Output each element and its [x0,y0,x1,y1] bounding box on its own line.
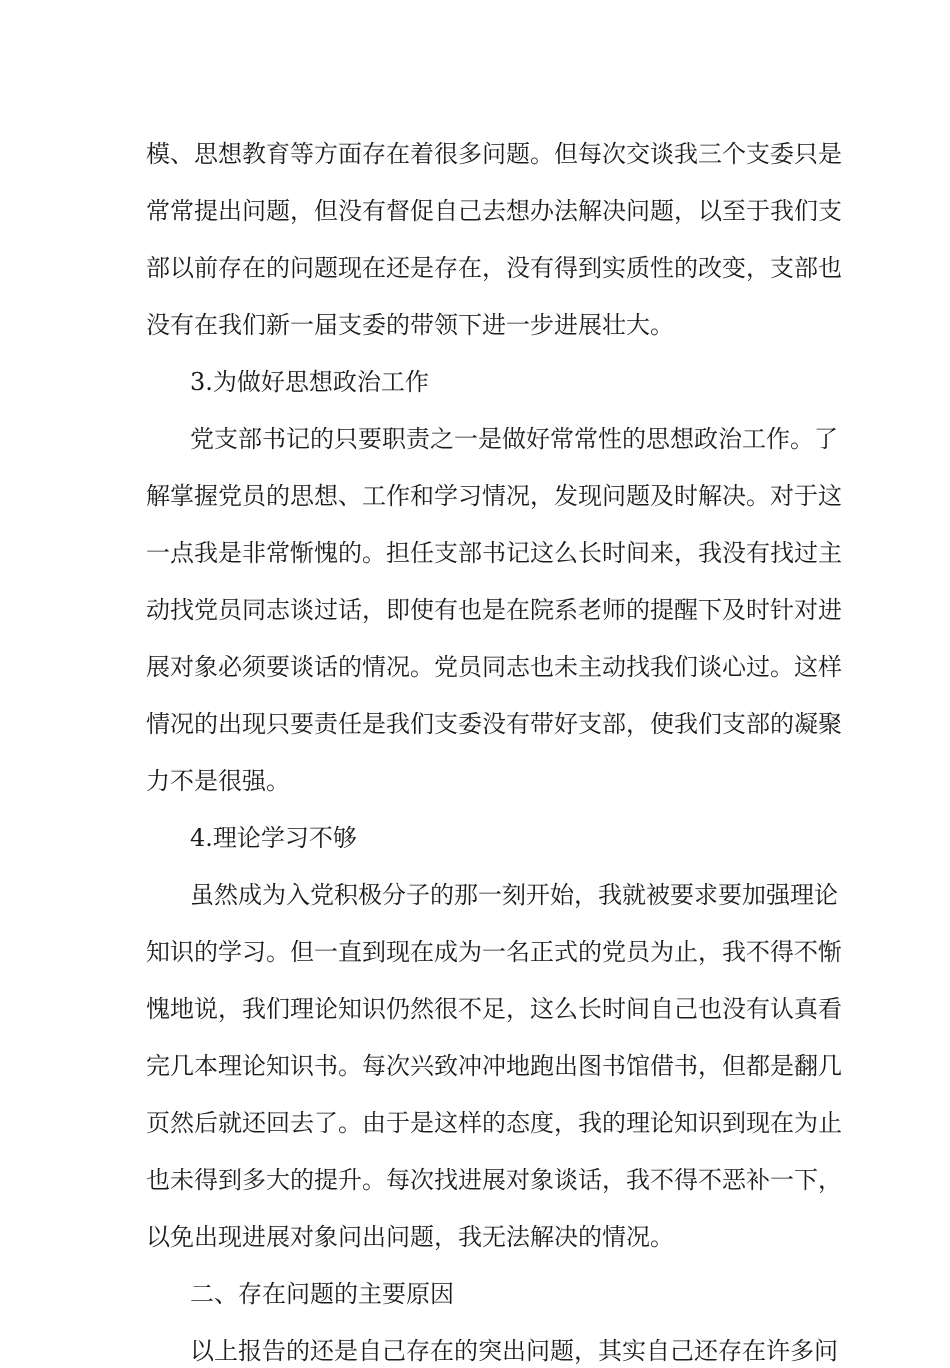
text-line: 展对象必须要谈话的情况。党员同志也未主动找我们谈心过。这样 [146,653,842,681]
text-line: 也未得到多大的提升。每次找进展对象谈话，我不得不恶补一下， [146,1166,842,1194]
text-line: 常常提出问题，但没有督促自己去想办法解决问题，以至于我们支 [146,197,842,225]
section-heading: 3.为做好思想政治工作 [190,368,429,396]
text-line: 一点我是非常惭愧的。担任支部书记这么长时间来，我没有找过主 [146,539,842,567]
text-line: 情况的出现只要责任是我们支委没有带好支部，使我们支部的凝聚 [146,710,842,738]
section-heading: 4.理论学习不够 [190,824,357,852]
text-line: 没有在我们新一届支委的带领下进一步进展壮大。 [146,311,674,339]
text-line: 解掌握党员的思想、工作和学习情况，发现问题及时解决。对于这 [146,482,842,510]
paragraph-first-line: 虽然成为入党积极分子的那一刻开始，我就被要求要加强理论 [190,881,838,909]
text-line: 模、思想教育等方面存在着很多问题。但每次交谈我三个支委只是 [146,140,842,168]
text-line: 愧地说，我们理论知识仍然很不足，这么长时间自己也没有认真看 [146,995,842,1023]
text-line: 知识的学习。但一直到现在成为一名正式的党员为止，我不得不惭 [146,938,842,966]
text-line: 动找党员同志谈过话，即使有也是在院系老师的提醒下及时针对进 [146,596,842,624]
paragraph-first-line: 以上报告的还是自己存在的突出问题，其实自己还存在许多问 [190,1337,838,1365]
text-line: 以免出现进展对象问出问题，我无法解决的情况。 [146,1223,674,1251]
section-heading: 二、存在问题的主要原因 [190,1280,454,1308]
paragraph-first-line: 党支部书记的只要职责之一是做好常常性的思想政治工作。了 [190,425,838,453]
text-line: 页然后就还回去了。由于是这样的态度，我的理论知识到现在为止 [146,1109,842,1137]
text-line: 完几本理论知识书。每次兴致冲冲地跑出图书馆借书，但都是翻几 [146,1052,842,1080]
text-line: 力不是很强。 [146,767,290,795]
text-line: 部以前存在的问题现在还是存在，没有得到实质性的改变，支部也 [146,254,842,282]
